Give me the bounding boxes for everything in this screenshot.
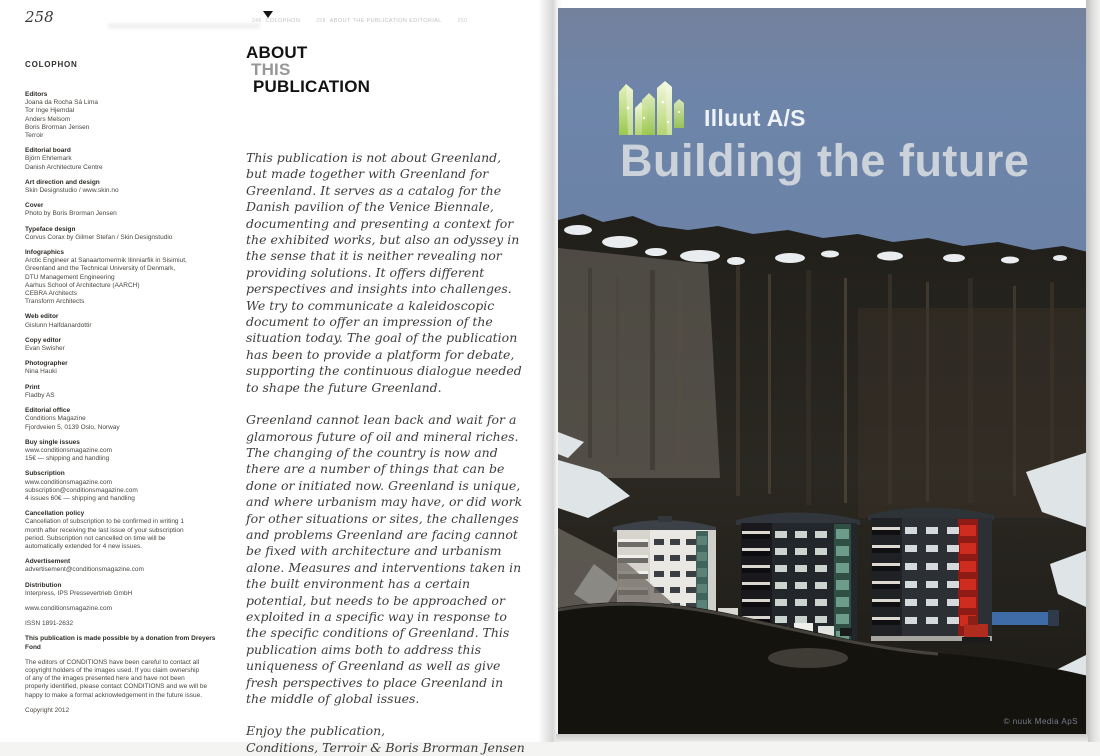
colophon-line: DTU Management Engineering — [25, 273, 115, 281]
colophon-section — [25, 635, 232, 651]
colophon-line: Skin Designstudio / www.skin.no — [25, 187, 119, 195]
colophon-section — [25, 510, 232, 551]
colophon-line: www.conditionsmagazine.com — [25, 478, 113, 486]
colophon-section-heading: Cover — [25, 202, 44, 210]
article-body — [246, 150, 526, 707]
colophon-title: COLOPHON — [25, 60, 78, 69]
colophon-line: Evan Swisher — [25, 345, 65, 353]
colophon-line: Cancellation of subscription to be confirmed in writing 1 — [25, 518, 184, 526]
illuut-logo-icon — [616, 78, 690, 136]
colophon-line: subscription@conditionsmagazine.com — [25, 486, 138, 494]
colophon-section — [25, 707, 232, 715]
colophon-section — [25, 313, 232, 329]
running-header-page-num: 250 — [457, 18, 468, 24]
colophon-line: Transform Architects — [25, 298, 85, 306]
colophon-line: Nina Hauki — [25, 368, 57, 376]
colophon-line: ISSN 1891-2632 — [25, 620, 74, 628]
colophon-line: Joana da Rocha Sá Lima — [25, 99, 98, 107]
colophon-line: of any of the images presented here and have not been — [25, 675, 185, 683]
colophon-line: Conditions Magazine — [25, 415, 86, 423]
colophon-line: period. Subscription not cancelled on time will be — [25, 534, 166, 542]
colophon-section — [25, 202, 232, 218]
running-header-label: COLOPHON — [265, 18, 301, 24]
colophon-line: advertisement@conditionsmagazine.com — [25, 566, 144, 574]
header-faint-text — [108, 23, 260, 29]
photo-credit: © nuuk Media ApS — [1003, 717, 1078, 726]
colophon-line: Fjordveien 5, 0139 Oslo, Norway — [25, 423, 120, 431]
article-paragraph: This publication is not about Greenland, but made together with Greenland for Greenland. It serves as a catalog for the Danish pavilion of the Venice Biennale, documenting and presenting a context for the exhibited works, but also an odyssey in the sense that it is neither revealing nor providing solutions. It offers different perspectives and insights into challenges. We try to communicate a kaleidoscopic document to offer an impression of the situation today. The goal of the publication has been to provide a platform for debate, supporting the continuous dialogue needed to shape the future Greenland. — [246, 150, 522, 395]
colophon-section-heading: Typeface design — [25, 225, 76, 233]
running-header-page-num: 246 — [252, 18, 262, 24]
running-header-segment — [316, 18, 441, 24]
colophon-line: Corvus Corax by Gilmer Stefan / Skin Designstudio — [25, 233, 173, 241]
colophon-section — [25, 407, 232, 432]
colophon-line: Danish Architecture Centre — [25, 163, 103, 171]
colophon-section — [25, 605, 232, 613]
colophon-section — [25, 337, 232, 353]
colophon-line: 4 issues 60€ — shipping and handling — [25, 494, 135, 502]
colophon-line: copyright holders of the images used. If you claim ownership — [25, 666, 200, 674]
colophon-line: Greenland and the Technical University of Denmark, — [25, 265, 176, 273]
colophon-line: 15€ — shipping and handling — [25, 455, 110, 463]
colophon-section-heading: Distribution — [25, 581, 62, 589]
colophon-line: Copyright 2012 — [25, 706, 70, 714]
colophon-section-heading: Buy single issues — [25, 438, 80, 446]
colophon-line: Interpress, IPS Pressevertrieb GmbH — [25, 589, 133, 597]
colophon-section — [25, 620, 232, 628]
colophon-section-heading: Art direction and design — [25, 178, 100, 186]
colophon-section — [25, 226, 232, 242]
signoff-line: Enjoy the publication, — [246, 723, 386, 739]
article-paragraph: Greenland cannot lean back and wait for a glamorous future of oil and mineral riches. The changing of the country is now and there are a number of things that can be done or initiated now. Greenland is unique, and where urbanism may have, or did work for other situations or sites, the challenges and problems Greenland are facing cannot be fixed with architecture and urbanism alone. Measures and interventions taken in the built environment has a certain potential, but needs to be approached or exploited in a specific way in response to the specific conditions of Greenland. This publication aims both to address this uniqueness of Greenland as well as give fresh perspectives to place Greenland in the middle of global issues. — [246, 412, 523, 706]
colophon-line: www.conditionsmagazine.com — [25, 604, 113, 612]
article-heading-about: ABOUT — [246, 43, 308, 62]
paper-edge-right — [1086, 0, 1100, 742]
colophon-section-heading: This publication is made possible by a donation from Dreyers Fond — [25, 635, 216, 651]
colophon-section — [25, 659, 232, 700]
running-header — [252, 18, 471, 24]
about-article — [246, 44, 526, 756]
colophon-section — [25, 439, 232, 464]
paper-edge-bottom — [556, 734, 1088, 742]
colophon-line: CEBRA Architects — [25, 290, 78, 298]
colophon-line: Tor Inge Hjemdal — [25, 107, 75, 115]
colophon-section — [25, 360, 232, 376]
colophon-section-heading: Infographics — [25, 249, 65, 257]
running-header-segment — [458, 18, 472, 24]
colophon-line: Photo by Boris Brorman Jensen — [25, 210, 117, 218]
colophon-line: Fladby AS — [25, 391, 55, 399]
signoff-line: Conditions, Terroir & Boris Brorman Jensen — [246, 739, 525, 755]
colophon-line: Arctic Engineer at Sanaartornermik Ilinniarfik in Sisimiut, — [25, 257, 187, 265]
colophon-section — [25, 249, 232, 306]
colophon-section-heading: Photographer — [25, 360, 68, 368]
colophon-line: Terroir — [25, 132, 44, 140]
left-page — [0, 0, 545, 755]
car — [840, 628, 852, 636]
colophon-section — [25, 582, 232, 598]
colophon-section — [25, 558, 232, 574]
colophon-line: Aarhus School of Architecture (AARCH) — [25, 281, 140, 289]
colophon-line: Anders Melsom — [25, 115, 71, 123]
colophon-line: Björn Ehrlemark — [25, 155, 72, 163]
colophon-section-heading: Cancellation policy — [25, 510, 85, 518]
colophon-section — [25, 179, 232, 195]
colophon-section-heading: Web editor — [25, 313, 59, 321]
article-heading-this: THIS — [251, 60, 291, 79]
company-name: Illuut A/S — [704, 105, 806, 131]
colophon-section — [25, 91, 232, 140]
running-header-page-num: 258 — [316, 18, 326, 24]
gravel-pile — [768, 648, 848, 668]
colophon-line: The editors of CONDITIONS have been careful to contact all — [25, 658, 200, 666]
header-arrow-icon — [263, 11, 273, 18]
colophon-sections — [25, 91, 232, 715]
colophon-section-heading: Advertisement — [25, 558, 71, 566]
ad-headline: Building the future — [620, 135, 1030, 186]
blue-truck — [992, 610, 1059, 626]
illuut-logo-row — [616, 78, 806, 136]
right-page-ad — [558, 8, 1088, 736]
colophon-section-heading: Print — [25, 383, 40, 391]
colophon-section-heading: Editors — [25, 91, 48, 98]
colophon-section-heading: Subscription — [25, 470, 65, 478]
colophon-line: Boris Brorman Jensen — [25, 123, 90, 131]
colophon-line: month after receiving the last issue of your subscription — [25, 526, 184, 534]
colophon-section — [25, 470, 232, 503]
colophon-section-heading: Editorial board — [25, 147, 71, 155]
colophon-section-heading: Copy editor — [25, 336, 62, 344]
page-number: 258 — [25, 8, 54, 26]
colophon-line: happy to make a formal acknowledgement in the future issue. — [25, 691, 203, 699]
colophon-line: automatically extended for 4 new issues. — [25, 542, 143, 550]
colophon-section — [25, 384, 232, 400]
running-header-segment — [252, 18, 300, 24]
colophon-line: properly identified, please contact CONDITIONS and we will be — [25, 683, 208, 691]
colophon-section — [25, 147, 232, 172]
colophon-line: Gislunn Halfdanardottir — [25, 321, 92, 329]
article-signoff — [246, 723, 526, 756]
colophon — [25, 60, 232, 722]
colophon-section-heading: Editorial office — [25, 407, 71, 415]
article-heading-publication: PUBLICATION — [253, 77, 371, 96]
colophon-line: www.conditionsmagazine.com — [25, 446, 113, 454]
running-header-label: ABOUT THE PUBLICATION EDITORIAL — [329, 18, 442, 24]
